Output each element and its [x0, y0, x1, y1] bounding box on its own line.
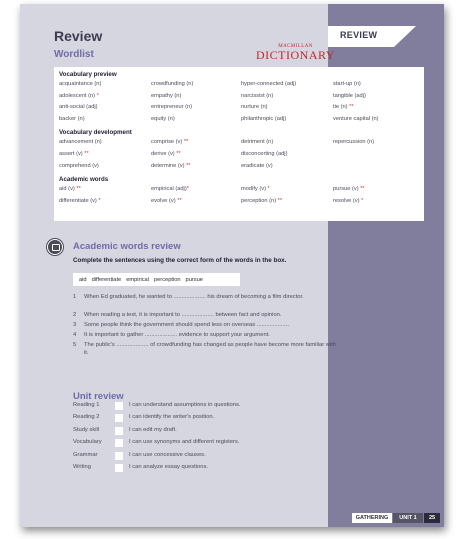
box-word: perception: [153, 276, 181, 283]
footer-section: GATHERING: [352, 513, 392, 523]
checkbox[interactable]: [115, 414, 123, 422]
book-page: [20, 4, 444, 527]
unit-review-label: Study skill: [73, 426, 100, 433]
word-item: equity (n): [151, 116, 175, 123]
word-item: empathy (n): [151, 92, 182, 99]
checkbox[interactable]: [115, 452, 123, 460]
word-item: nurture (n): [241, 104, 268, 111]
word-item: tie (n) **: [333, 104, 354, 111]
wordlist-heading: Wordlist: [54, 49, 94, 60]
word-item: determine (v) **: [151, 162, 191, 169]
word-item: evolve (v) **: [151, 197, 182, 204]
instruction: Complete the sentences using the correct form of the words in the box.: [73, 257, 287, 264]
unit-review-label: Grammar: [73, 451, 98, 458]
word-item: empirical (adj)*: [151, 185, 189, 192]
word-item: disconcerting (adj): [241, 151, 288, 157]
unit-review-statement: I can edit my draft.: [129, 426, 177, 433]
macmillan-dictionary-logo: MACMILLAN DICTIONARY: [256, 44, 335, 62]
unit-review-label: Writing: [73, 464, 91, 470]
workbook-icon: [47, 239, 63, 255]
word-item: advancement (n): [59, 139, 102, 146]
sentence-text: Some people think the government should spend less on overseas ....................: [84, 322, 289, 328]
unit-review-label: Reading 1: [73, 402, 100, 408]
word-item: acquaintance (n): [59, 81, 102, 87]
word-item: tangible (adj): [333, 92, 366, 99]
checkbox[interactable]: [115, 427, 123, 435]
sentence-text: When Ed graduated, he wanted to .................... his dream of becoming a film director.: [84, 294, 304, 300]
word-item: start-up (n): [333, 81, 361, 87]
unit-review-statement: I can analyze essay questions.: [129, 464, 208, 470]
wordlist-box: [54, 67, 424, 221]
word-item: comprise (v) **: [151, 139, 189, 146]
sentence-number: 3: [73, 322, 77, 328]
box-word: aid: [79, 276, 87, 283]
word-item: assert (v) **: [59, 151, 89, 157]
word-item: repercussion (n): [333, 139, 375, 146]
word-item: modify (v) *: [241, 185, 270, 192]
box-word: empirical: [126, 276, 149, 283]
sentence-number: 4: [73, 332, 77, 338]
sentence-number: 5: [73, 342, 77, 348]
word-item: entrepreneur (n): [151, 104, 193, 111]
word-item: anti-social (adj): [59, 104, 98, 111]
word-item: hyper-connected (adj): [241, 81, 297, 87]
academic-words-heading: Academic words: [59, 175, 109, 183]
review-tab: [328, 26, 394, 47]
unit-review-statement: I can use concessive clauses.: [129, 451, 206, 458]
unit-review-statement: I can understand assumptions in questions.: [129, 402, 241, 408]
word-item: derive (v) **: [151, 151, 181, 157]
unit-review-title: Unit review: [73, 391, 124, 402]
word-item: crowdfunding (n): [151, 81, 194, 87]
footer: [328, 513, 444, 523]
word-item: comprehend (v): [59, 162, 99, 169]
word-item: narcissist (n): [241, 92, 274, 99]
vocabulary-development-heading: Vocabulary development: [59, 129, 132, 137]
sentence-number: 2: [73, 312, 77, 318]
word-box: [73, 273, 240, 286]
word-item: backer (n): [59, 116, 85, 123]
academic-words-review-title: Academic words review: [73, 241, 181, 252]
page-title: Review: [54, 28, 103, 44]
sentence-text: The public's .................... of crowdfunding has changed as people have become more familiar with it.: [84, 342, 337, 356]
footer-unit: UNIT 1: [393, 513, 423, 523]
unit-review-statement: I can identify the writer's position.: [129, 414, 215, 421]
checkbox[interactable]: [115, 464, 123, 472]
box-word: pursue: [185, 276, 203, 283]
word-item: philanthropic (adj): [241, 116, 287, 123]
sentence-number: 1: [73, 294, 77, 300]
sentence-text: When reading a text, it is important to .................... between fact and opinion.: [84, 312, 282, 318]
word-item: perception (n) **: [241, 197, 283, 204]
word-item: detriment (n): [241, 139, 274, 146]
word-item: resolve (v) *: [333, 197, 364, 204]
word-item: eradicate (v): [241, 162, 273, 169]
unit-review-label: Vocabulary: [73, 439, 102, 446]
word-item: venture capital (n): [333, 116, 379, 123]
checkbox[interactable]: [115, 439, 123, 447]
page-number: 25: [424, 513, 440, 523]
word-item: differentiate (v) *: [59, 197, 101, 204]
unit-review-statement: I can use synonyms and different registers.: [129, 439, 240, 446]
word-item: adolescent (n) *: [59, 92, 99, 99]
vocabulary-preview-heading: Vocabulary preview: [59, 71, 117, 78]
sentence-text: It is important to gather .................... evidence to support your argument.: [84, 332, 270, 338]
word-item: aid (v) **: [59, 185, 81, 192]
review-tab-label: REVIEW: [340, 30, 378, 40]
box-word: differentiate: [91, 276, 122, 283]
word-item: pursue (v) **: [333, 185, 365, 192]
unit-review-label: Reading 2: [73, 414, 100, 421]
checkbox[interactable]: [115, 402, 123, 410]
